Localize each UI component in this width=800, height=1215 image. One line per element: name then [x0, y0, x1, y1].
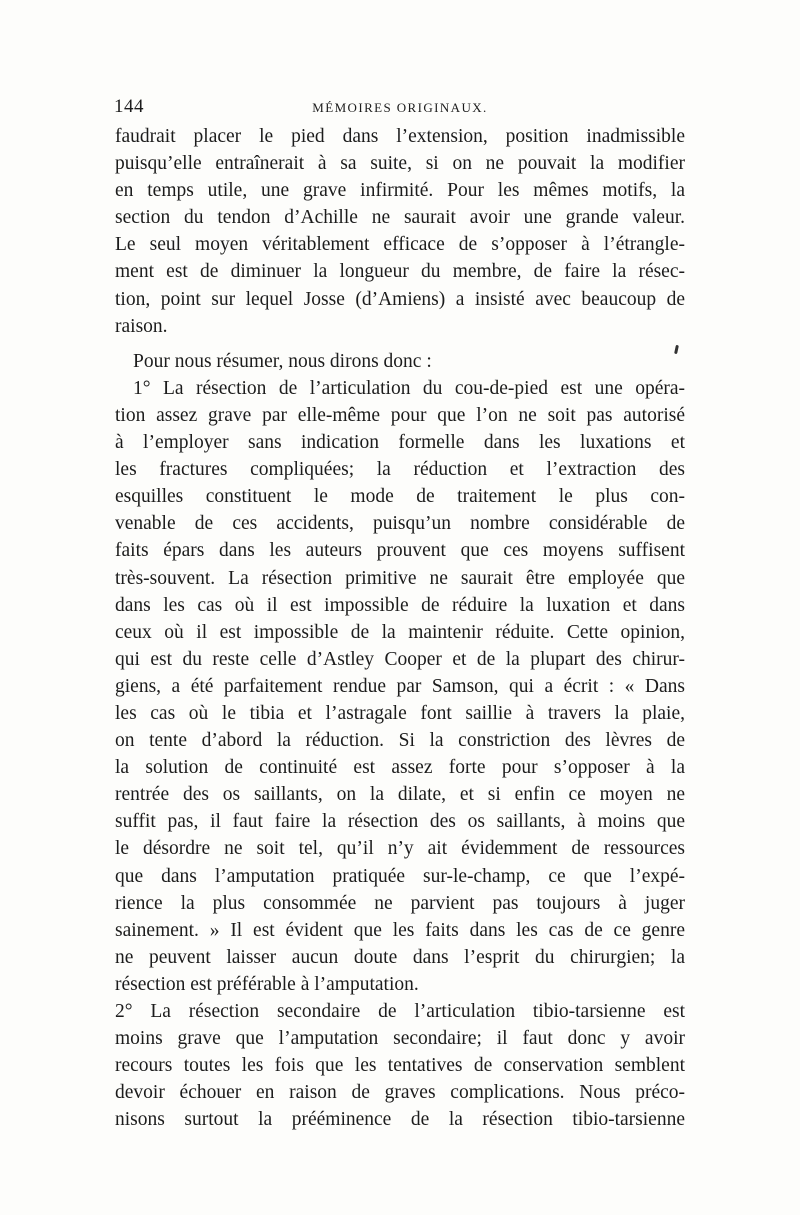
page-header — [114, 96, 686, 120]
text-line: raison. — [115, 315, 168, 337]
text-line: puisqu’elle entraînerait à sa suite, si on ne pouvait la modifier — [115, 153, 685, 175]
text-line: rentrée des os saillants, on la dilate, et si enfin ce moyen ne — [115, 784, 685, 806]
body-text — [115, 123, 685, 1133]
text-line: suffit pas, il faut faire la résection des os saillants, à moins que — [115, 811, 685, 833]
text-line: on tente d’abord la réduction. Si la constriction des lèvres de — [115, 730, 685, 752]
text-line: à l’employer sans indication formelle dans les luxations et — [115, 432, 685, 454]
text-line: ceux où il est impossible de la maintenir réduite. Cette opinion, — [115, 621, 685, 643]
text-line: tion assez grave par elle-même pour que l’on ne soit pas autorisé — [115, 404, 685, 426]
paragraph-gap — [115, 340, 685, 348]
text-line: très-souvent. La résection primitive ne saurait être employée que — [115, 567, 685, 589]
text-line: 2° La résection secondaire de l’articulation tibio-tarsienne est — [115, 1001, 685, 1022]
text-line: recours toutes les fois que les tentatives de conservation semblent — [115, 1055, 685, 1077]
text-line: esquilles constituent le mode de traitement le plus con- — [115, 486, 685, 508]
text-line: nisons surtout la prééminence de la résection tibio-tarsienne — [115, 1109, 685, 1131]
text-line: que dans l’amputation pratiquée sur-le-champ, ce que l’expé- — [115, 865, 685, 887]
text-line: sainement. » Il est évident que les faits dans les cas de ce genre — [115, 919, 685, 941]
text-line: Pour nous résumer, nous dirons donc : — [133, 350, 432, 372]
text-line: faudrait placer le pied dans l’extension, position inadmissible — [115, 126, 685, 147]
text-line: résection est préférable à l’amputation. — [115, 973, 419, 995]
text-line: moins grave que l’amputation secondaire; il faut donc y avoir — [115, 1028, 685, 1050]
running-title: MÉMOIRES ORIGINAUX. — [312, 100, 488, 115]
text-line: ne peuvent laisser aucun doute dans l’esprit du chirurgien; la — [115, 946, 685, 968]
text-line: faits épars dans les auteurs prouvent que ces moyens suffisent — [115, 540, 685, 562]
text-line: 1° La résection de l’articulation du cou-de-pied est une opéra- — [133, 377, 685, 399]
text-line: devoir échouer en raison de graves complications. Nous préco- — [115, 1082, 685, 1104]
text-line: le désordre ne soit tel, qu’il n’y ait évidemment de ressources — [115, 838, 685, 860]
text-line: les cas où le tibia et l’astragale font saillie à travers la plaie, — [115, 702, 685, 724]
text-line: les fractures compliquées; la réduction et l’extraction des — [115, 459, 685, 481]
text-line: en temps utile, une grave infirmité. Pour les mêmes motifs, la — [115, 180, 685, 202]
text-line: giens, a été parfaitement rendue par Samson, qui a écrit : « Dans — [115, 675, 685, 697]
text-line: qui est du reste celle d’Astley Cooper et de la plupart des chirur- — [115, 648, 685, 670]
text-line: rience la plus consommée ne parvient pas toujours à juger — [115, 892, 685, 914]
text-line: Le seul moyen véritablement efficace de s’opposer à l’étrangle- — [115, 234, 685, 256]
text-line: venable de ces accidents, puisqu’un nombre considérable de — [115, 513, 685, 535]
text-line: dans les cas où il est impossible de réduire la luxation et dans — [115, 594, 685, 616]
text-line: tion, point sur lequel Josse (d’Amiens) a insisté avec beaucoup de — [115, 288, 685, 310]
text-line: section du tendon d’Achille ne saurait avoir une grande valeur. — [115, 207, 685, 229]
text-line: la solution de continuité est assez forte pour s’opposer à la — [115, 757, 685, 779]
page-number: 144 — [114, 96, 144, 117]
text-line: ment est de diminuer la longueur du membre, de faire la résec- — [115, 261, 685, 283]
